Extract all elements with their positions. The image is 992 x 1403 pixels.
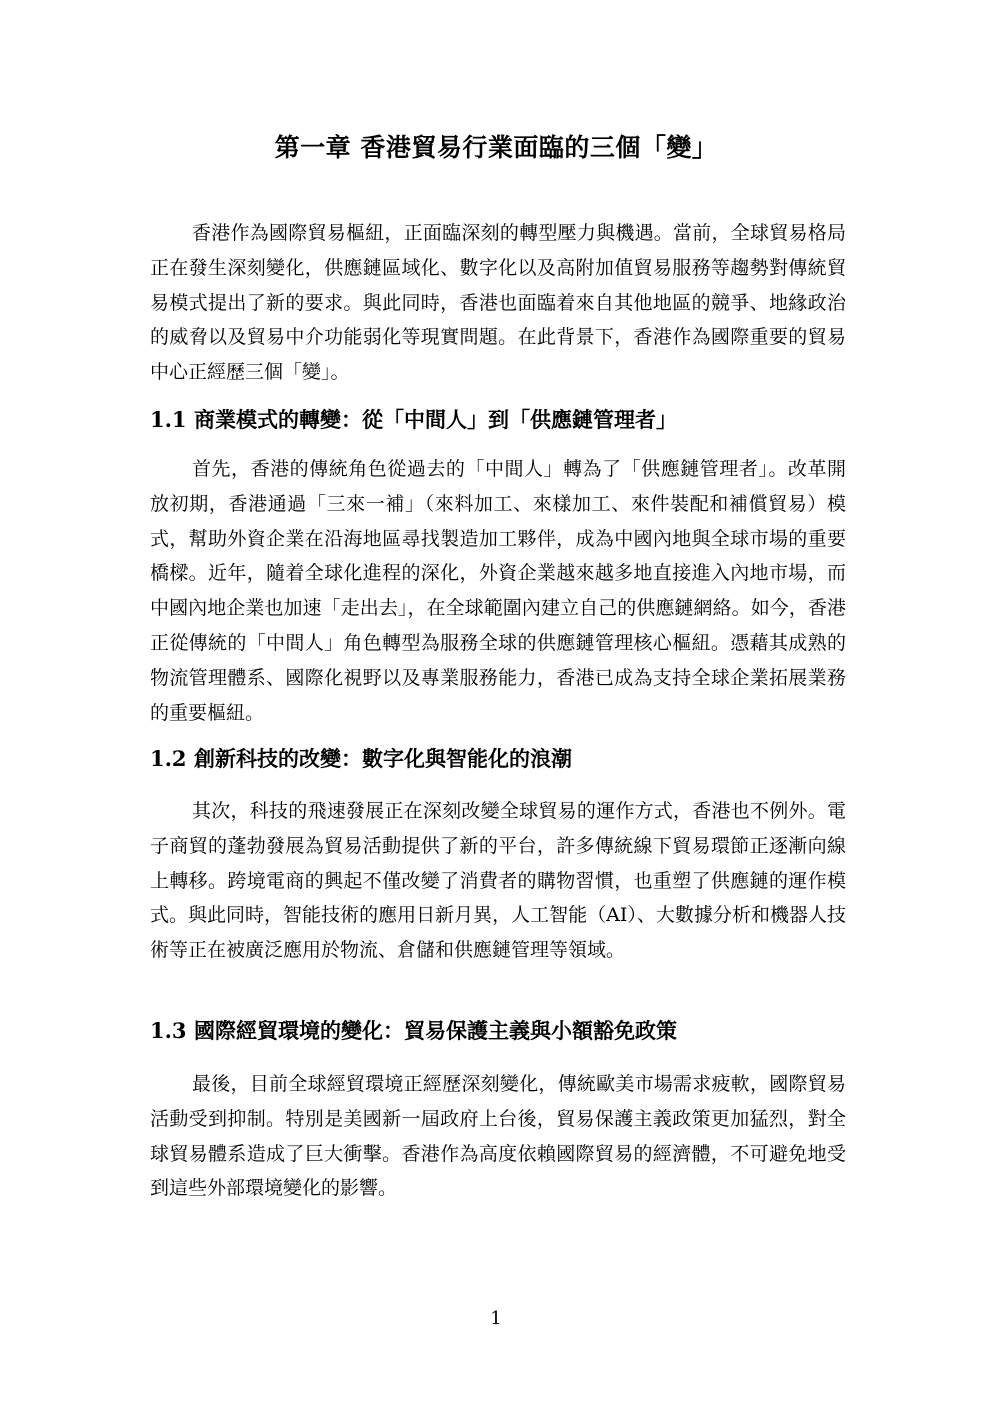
- section-number: 1.3: [150, 1018, 187, 1043]
- intro-paragraph: 香港作為國際貿易樞紐，正面臨深刻的轉型壓力與機遇。當前，全球貿易格局正在發生深刻變化，供應鏈區域化、數字化以及高附加值貿易服務等趨勢對傳統貿易模式提出了新的要求。與此同時，香港也面臨着來自其他地區的競爭、地緣政治的威脅以及貿易中介功能弱化等現實問題。在此背景下，香港作為國際重要的貿易中心正經歷三個「變」。: [150, 222, 846, 384]
- section-title: 商業模式的轉變：從「中間人」到「供應鏈管理者」: [194, 408, 677, 432]
- section-heading-1-3: [150, 1015, 850, 1045]
- section-title: 創新科技的改變：數字化與智能化的浪潮: [194, 747, 572, 771]
- page-number: 1: [490, 1308, 502, 1329]
- section-1-2-paragraph: 其次，科技的飛速發展正在深刻改變全球貿易的運作方式，香港也不例外。電子商貿的蓬勃發展為貿易活動提供了新的平台，許多傳統線下貿易環節正逐漸向線上轉移。跨境電商的興起不僅改變了消費者的購物習慣，也重塑了供應鏈的運作模式。與此同時，智能技術的應用日新月異，人工智能（AI）、大數據分析和機器人技術等正在被廣泛應用於物流、倉儲和供應鏈管理等領域。: [150, 800, 846, 962]
- chapter-title: 第一章 香港貿易行業面臨的三個「變」: [274, 133, 718, 162]
- section-1-1-paragraph: 首先，香港的傳統角色從過去的「中間人」轉為了「供應鏈管理者」。改革開放初期，香港通過「三來一補」（來料加工、來樣加工、來件裝配和補償貿易）模式，幫助外資企業在沿海地區尋找製造加工夥伴，成為中國內地與全球市場的重要橋樑。近年，隨着全球化進程的深化，外資企業越來越多地直接進入內地市場，而中國內地企業也加速「走出去」，在全球範圍內建立自己的供應鏈網絡。如今，香港正從傳統的「中間人」角色轉型為服務全球的供應鏈管理核心樞紐。憑藉其成熟的物流管理體系、國際化視野以及專業服務能力，香港已成為支持全球企業拓展業務的重要樞紐。: [150, 458, 846, 724]
- section-heading-1-1: [150, 404, 850, 434]
- section-title: 國際經貿環境的變化：貿易保護主義與小額豁免政策: [194, 1019, 677, 1043]
- section-heading-1-2: [150, 743, 850, 773]
- section-number: 1.2: [150, 746, 187, 771]
- section-1-3-paragraph: 最後，目前全球經貿環境正經歷深刻變化，傳統歐美市場需求疲軟，國際貿易活動受到抑制。特別是美國新一屆政府上台後，貿易保護主義政策更加猛烈，對全球貿易體系造成了巨大衝擊。香港作為高度依賴國際貿易的經濟體，不可避免地受到這些外部環境變化的影響。: [150, 1073, 846, 1200]
- section-number: 1.1: [150, 407, 187, 432]
